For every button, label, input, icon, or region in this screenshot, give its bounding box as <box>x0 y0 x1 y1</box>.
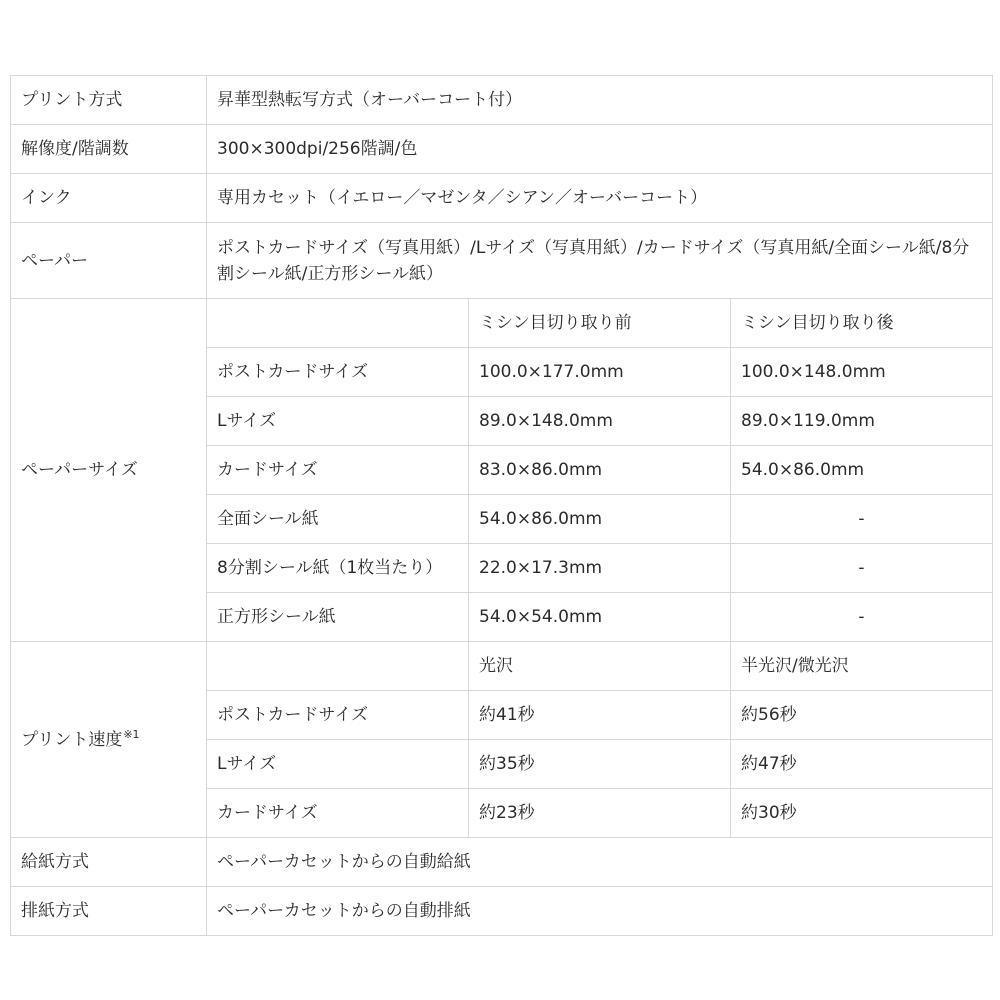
paper-size-before: 54.0×54.0mm <box>469 593 731 642</box>
value-paper: ポストカードサイズ（写真用紙）/Lサイズ（写真用紙）/カードサイズ（写真用紙/全面シール紙/8分割シール紙/正方形シール紙） <box>207 223 993 299</box>
spec-table <box>10 75 993 936</box>
print-speed-name: ポストカードサイズ <box>207 691 469 740</box>
row-feed <box>11 838 993 887</box>
row-ink <box>11 174 993 223</box>
label-paper: ペーパー <box>11 223 207 299</box>
print-speed-name: Lサイズ <box>207 740 469 789</box>
label-resolution: 解像度/階調数 <box>11 125 207 174</box>
value-eject: ペーパーカセットからの自動排紙 <box>207 887 993 936</box>
row-paper <box>11 223 993 299</box>
print-speed-header-empty <box>207 642 469 691</box>
paper-size-before: 89.0×148.0mm <box>469 397 731 446</box>
row-paper-size-header <box>11 299 993 348</box>
print-speed-semi: 約47秒 <box>731 740 993 789</box>
row-print-method <box>11 76 993 125</box>
paper-size-after: - <box>731 495 993 544</box>
paper-size-name: ポストカードサイズ <box>207 348 469 397</box>
paper-size-header-after: ミシン目切り取り後 <box>731 299 993 348</box>
print-speed-glossy: 約41秒 <box>469 691 731 740</box>
print-speed-glossy: 約23秒 <box>469 789 731 838</box>
print-speed-semi: 約56秒 <box>731 691 993 740</box>
row-resolution <box>11 125 993 174</box>
value-print-method: 昇華型熱転写方式（オーバーコート付） <box>207 76 993 125</box>
paper-size-name: カードサイズ <box>207 446 469 495</box>
paper-size-header-before: ミシン目切り取り前 <box>469 299 731 348</box>
print-speed-name: カードサイズ <box>207 789 469 838</box>
print-speed-footnote: ※1 <box>123 727 140 741</box>
paper-size-name: 全面シール紙 <box>207 495 469 544</box>
paper-size-header-empty <box>207 299 469 348</box>
label-eject: 排紙方式 <box>11 887 207 936</box>
row-print-speed-header <box>11 642 993 691</box>
paper-size-before: 100.0×177.0mm <box>469 348 731 397</box>
value-resolution: 300×300dpi/256階調/色 <box>207 125 993 174</box>
paper-size-after: 100.0×148.0mm <box>731 348 993 397</box>
paper-size-after: 89.0×119.0mm <box>731 397 993 446</box>
print-speed-semi: 約30秒 <box>731 789 993 838</box>
label-feed: 給紙方式 <box>11 838 207 887</box>
label-print-speed <box>11 642 207 838</box>
paper-size-before: 22.0×17.3mm <box>469 544 731 593</box>
paper-size-before: 83.0×86.0mm <box>469 446 731 495</box>
paper-size-after: - <box>731 593 993 642</box>
print-speed-glossy: 約35秒 <box>469 740 731 789</box>
label-paper-size: ペーパーサイズ <box>11 299 207 642</box>
paper-size-name: 8分割シール紙（1枚当たり） <box>207 544 469 593</box>
label-print-method: プリント方式 <box>11 76 207 125</box>
paper-size-after: - <box>731 544 993 593</box>
paper-size-after: 54.0×86.0mm <box>731 446 993 495</box>
paper-size-name: 正方形シール紙 <box>207 593 469 642</box>
value-feed: ペーパーカセットからの自動給紙 <box>207 838 993 887</box>
print-speed-header-glossy: 光沢 <box>469 642 731 691</box>
print-speed-header-semi: 半光沢/微光沢 <box>731 642 993 691</box>
paper-size-name: Lサイズ <box>207 397 469 446</box>
label-ink: インク <box>11 174 207 223</box>
print-speed-label-text: プリント速度 <box>21 729 123 750</box>
row-eject <box>11 887 993 936</box>
value-ink: 専用カセット（イエロー／マゼンタ／シアン／オーバーコート） <box>207 174 993 223</box>
paper-size-before: 54.0×86.0mm <box>469 495 731 544</box>
